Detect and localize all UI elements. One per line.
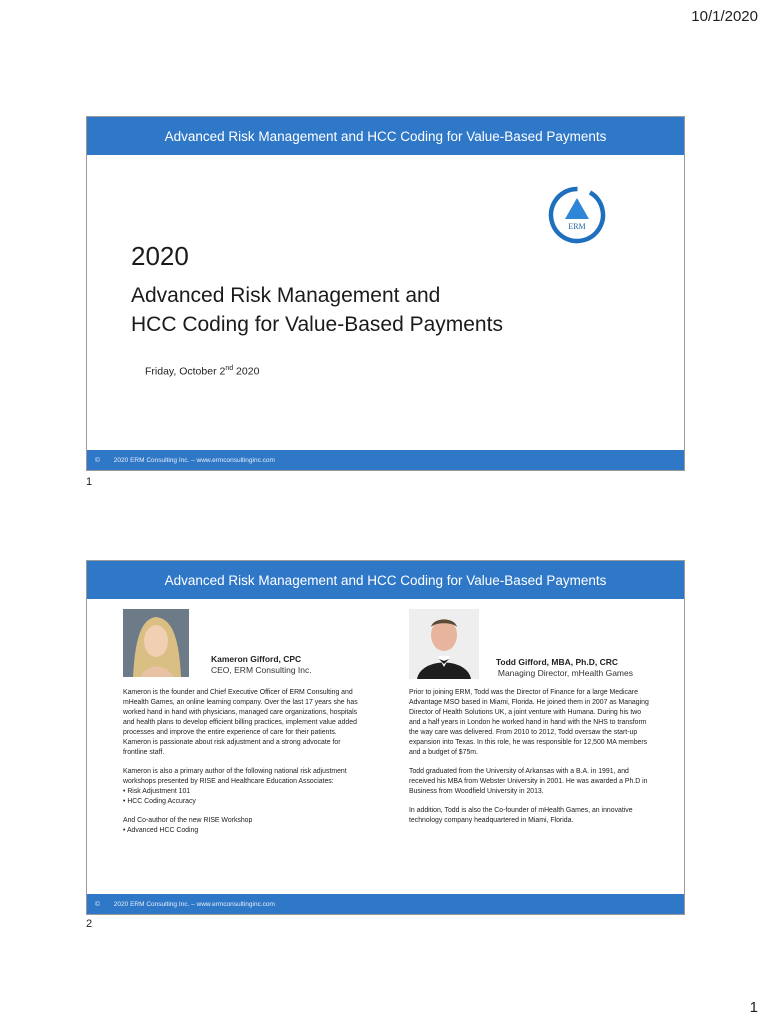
kameron-photo [123,609,189,677]
person-1-role: CEO, ERM Consulting Inc. [211,665,312,675]
list-item: • HCC Coding Accuracy [123,797,363,807]
slide-footer [87,450,684,470]
page-number: 1 [749,999,758,1016]
erm-logo-icon [547,185,607,245]
copyright-symbol: © [95,456,100,464]
title-line-2: HCC Coding for Value-Based Payments [131,313,503,336]
bio-paragraph: Kameron is the founder and Chief Executive Officer of ERM Consulting and mHealth Games, an online learning company. Over the last 17 years she has worked hand in hand with physicians, managed care organizations, hospitals and health plans to develop efficient billing practices, implement value added processes and improve the entire experience of care for their patients. Kameron is passionate about risk adjustment and a strong advocate for frontline staff. [123,689,358,756]
bio-paragraph: Prior to joining ERM, Todd was the Director of Finance for a large Medicare Advantage MSO based in Miami, Florida. He joined them in 2007 as Managing Director of Health Solutions UK, a joint venture with Humana. During his two and a half years in London he worked hand in hand with the NHS to transform the way care was delivered. From 2010 to 2012, Todd oversaw the start-up expansion into Texas. In this role, he was responsible for 12,500 MA members and a budget of $75m. [409,689,649,756]
slide-date: Friday, October 2nd 2020 [145,365,260,378]
person-1-name: Kameron Gifford, CPC [211,654,302,664]
bio-paragraph: In addition, Todd is also the Co-founder of mHealth Games, an innovative technology company headquartered in Miami, Florida. [409,807,633,824]
todd-photo [409,609,479,679]
slide-header: Advanced Risk Management and HCC Coding for Value-Based Payments [87,561,684,599]
page-date: 10/1/2020 [691,8,758,25]
bio-paragraph: Kameron is also a primary author of the following national risk adjustment workshops presented by RISE and Healthcare Education Associates: [123,768,347,785]
slide-footer [87,894,684,914]
slide-number: 1 [86,476,93,488]
list-item: • Advanced HCC Coding [123,826,363,836]
person-2-name: Todd Gifford, MBA, Ph.D, CRC [495,657,618,667]
footer-text: 2020 ERM Consulting Inc. – www.ermconsultinginc.com [113,900,275,908]
list-item: • Risk Adjustment 101 [123,787,363,797]
bio-list [123,787,363,807]
slide-title [131,281,503,339]
slide-year: 2020 [131,241,189,271]
copyright-symbol: © [95,900,100,908]
slide-header: Advanced Risk Management and HCC Coding for Value-Based Payments [87,117,684,155]
person-1-bio [123,688,363,845]
title-line-1: Advanced Risk Management and [131,284,441,307]
person-2-role: Managing Director, mHealth Games [497,668,633,678]
slide-1 [86,116,685,471]
bio-paragraph: And Co-author of the new RISE Workshop [123,817,253,824]
slide-2 [86,560,685,915]
bio-paragraph: Todd graduated from the University of Arkansas with a B.A. in 1991, and received his MBA from Webster University in 2001. He was awarded a Ph.D in Business from Woodfield University in 2013. [409,768,648,795]
footer-text: 2020 ERM Consulting Inc. – www.ermconsultinginc.com [113,456,275,464]
slide-number: 2 [86,918,93,930]
person-2-bio [409,688,649,835]
bio-list [123,826,363,836]
logo-text: ERM [568,222,586,231]
